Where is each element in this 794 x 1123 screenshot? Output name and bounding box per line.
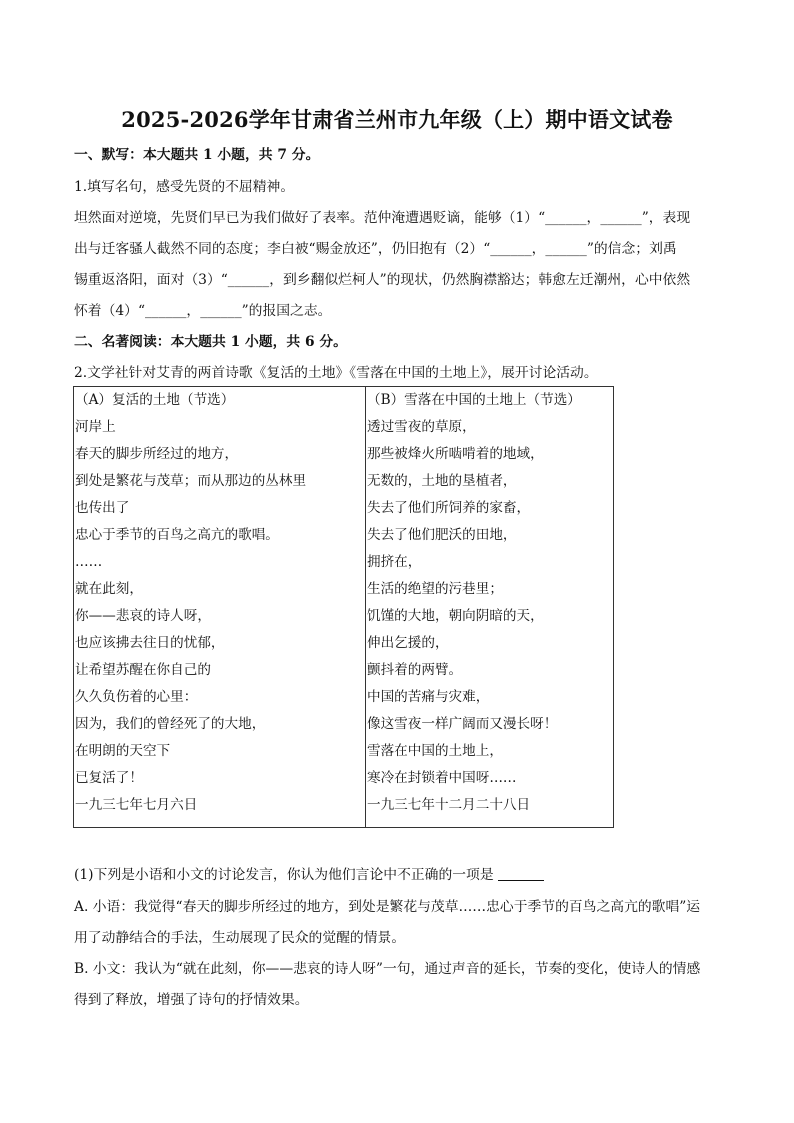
poem-b-line: 颤抖着的两臂。 [367,662,463,678]
poem-b-line: 透过雪夜的草原， [367,419,476,435]
poem-b-line: （B）雪落在中国的土地上（节选） [367,392,581,408]
poem-b-line: 中国的苦痛与灾难， [367,689,490,705]
question1-stem: 1.填写名句，感受先贤的不屈精神。 [74,179,295,195]
poem-a-line: 在明朗的天空下 [75,743,171,759]
poem-b-line: 伸出乞援的， [367,635,449,651]
poem-a-line: 你——悲哀的诗人呀， [75,608,211,624]
option-b [74,959,722,1021]
poem-b-line: 像这雪夜一样广阔而又漫长呀！ [367,716,558,732]
poem-b-line: 那些被烽火所啮啃着的地域， [367,446,544,462]
option-a [74,897,722,959]
poem-a-line: 忠心于季节的百鸟之高亢的歌唱。 [75,527,279,543]
poem-a-line: 已复活了！ [75,770,143,786]
poem-a-line: 让希望苏醒在你自己的 [75,662,211,678]
poem-a-line: …… [75,554,103,570]
section2-heading: 二、名著阅读：本大题共 1 小题，共 6 分。 [74,334,347,350]
question1-line: 坦然面对逆境，先贤们早已为我们做好了表率。范仲淹遭遇贬谪，能够（1）“______，______”，表现 [74,210,691,226]
poem-a-cell [74,387,366,828]
poem-a-line: 河岸上 [75,419,116,435]
option-a-line: A. 小语：我觉得“春天的脚步所经过的地方，到处是繁花与茂草……忠心于季节的百鸟之高亢的歌唱”运 [74,899,701,915]
poem-b [366,387,613,820]
poem-a-line: 到处是繁花与茂草；而从那边的丛林里 [75,473,307,489]
poem-b-line: 失去了他们肥沃的田地， [367,527,517,543]
poem-a-date: 一九三七年七月六日 [75,797,198,813]
poem-a-line: 春天的脚步所经过的地方， [75,446,239,462]
option-b-line: 得到了释放，增强了诗句的抒情效果。 [74,992,309,1008]
poem-b-line: 生活的绝望的污巷里； [367,581,503,597]
question1-line: 怀着（4）“______，______”的报国之志。 [74,303,332,319]
question2-stem: 2.文学社针对艾青的两首诗歌《复活的土地》《雪落在中国的土地上》，展开讨论活动。 [74,365,598,381]
poem-a-line: （A）复活的土地（节选） [75,392,235,408]
poem-a [74,387,365,820]
option-b-line: B. 小文：我认为“就在此刻，你——悲哀的诗人呀”一句，通过声音的延长，节奏的变化，使诗人的情感 [74,961,701,977]
poem-a-line: 也应该拂去往日的忧郁， [75,635,225,651]
poem-b-line: 失去了他们所饲养的家畜， [367,500,531,516]
poem-b-line: 拥挤在， [367,554,422,570]
answer-blank [498,866,544,881]
poem-a-line: 也传出了 [75,500,130,516]
section1-heading: 一、默写：本大题共 1 小题，共 7 分。 [74,147,320,163]
poem-b-line: 寒冷在封锁着中国呀…… [367,770,517,786]
poem-a-line: 因为，我们的曾经死了的大地， [75,716,266,732]
option-a-line: 用了动静结合的手法，生动展现了民众的觉醒的情景。 [74,930,406,946]
poem-b-line: 无数的，土地的垦植者， [367,473,517,489]
poem-b-line: 饥馑的大地，朝向阴暗的天， [367,608,544,624]
question1-body [74,208,722,332]
question1-line: 出与迁客骚人截然不同的态度；李白被“赐金放还”，仍旧抱有（2）“______，______”的信念；刘禹 [74,241,677,257]
subquestion-1-text: (1)下列是小语和小文的讨论发言，你认为他们言论中不正确的一项是 [74,867,494,883]
poem-b-date: 一九三七年十二月二十八日 [367,797,531,813]
poem-a-line: 就在此刻， [75,581,143,597]
question1-line: 锡重返洛阳，面对（3）“______，到乡翻似烂柯人”的现状，仍然胸襟豁达；韩愈左迁潮州，心中依然 [74,272,691,288]
poem-a-line: 久久负伤着的心里： [75,689,198,705]
subquestion-1 [74,865,722,885]
exam-title: 2025-2026学年甘肃省兰州市九年级（上）期中语文试卷 [121,107,673,132]
poem-b-line: 雪落在中国的土地上， [367,743,503,759]
poems-table [73,386,614,828]
poem-b-cell [366,387,614,828]
